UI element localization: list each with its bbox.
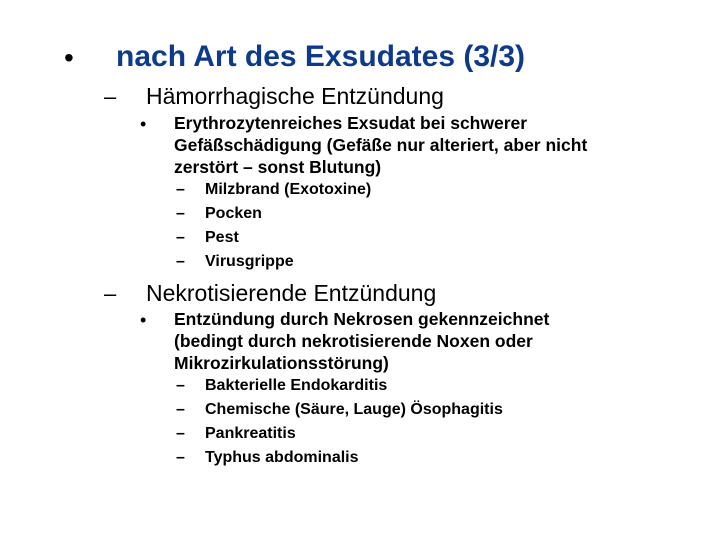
example-item: Typhus abdominalis xyxy=(205,449,359,466)
slide-title: nach Art des Exsudates (3/3) xyxy=(116,40,526,73)
example-item: Bakterielle Endokarditis xyxy=(205,377,388,394)
example-dash: – xyxy=(176,253,185,270)
example-item: Pocken xyxy=(205,205,262,222)
description-bullet: • xyxy=(140,114,147,134)
title-bullet: • xyxy=(64,42,74,73)
example-dash: – xyxy=(176,401,185,418)
description-line: zerstört – sonst Blutung) xyxy=(174,157,382,177)
example-item: Chemische (Säure, Lauge) Ösophagitis xyxy=(205,401,503,418)
example-item: Virusgrippe xyxy=(205,253,294,270)
example-dash: – xyxy=(176,377,185,394)
section-dash: – xyxy=(104,281,117,306)
description-line: Entzündung durch Nekrosen gekennzeichnet xyxy=(174,309,550,329)
example-item: Pest xyxy=(205,229,239,246)
example-dash: – xyxy=(176,181,185,198)
section-heading: Nekrotisierende Entzündung xyxy=(146,280,437,306)
description-line: Gefäßschädigung (Gefäße nur alteriert, aber nicht xyxy=(174,135,588,155)
description-line: Mikrozirkulationsstörung) xyxy=(174,353,389,373)
example-dash: – xyxy=(176,229,185,246)
example-item: Pankreatitis xyxy=(205,425,296,442)
section-heading: Hämorrhagische Entzündung xyxy=(146,83,444,109)
description-line: Erythrozytenreiches Exsudat bei schwerer xyxy=(174,113,528,133)
description-line: (bedingt durch nekrotisierende Noxen oder xyxy=(174,331,533,351)
section-dash: – xyxy=(104,84,117,109)
example-dash: – xyxy=(176,425,185,442)
example-dash: – xyxy=(176,205,185,222)
description-bullet: • xyxy=(140,310,147,330)
example-dash: – xyxy=(176,449,185,466)
example-item: Milzbrand (Exotoxine) xyxy=(205,181,372,198)
